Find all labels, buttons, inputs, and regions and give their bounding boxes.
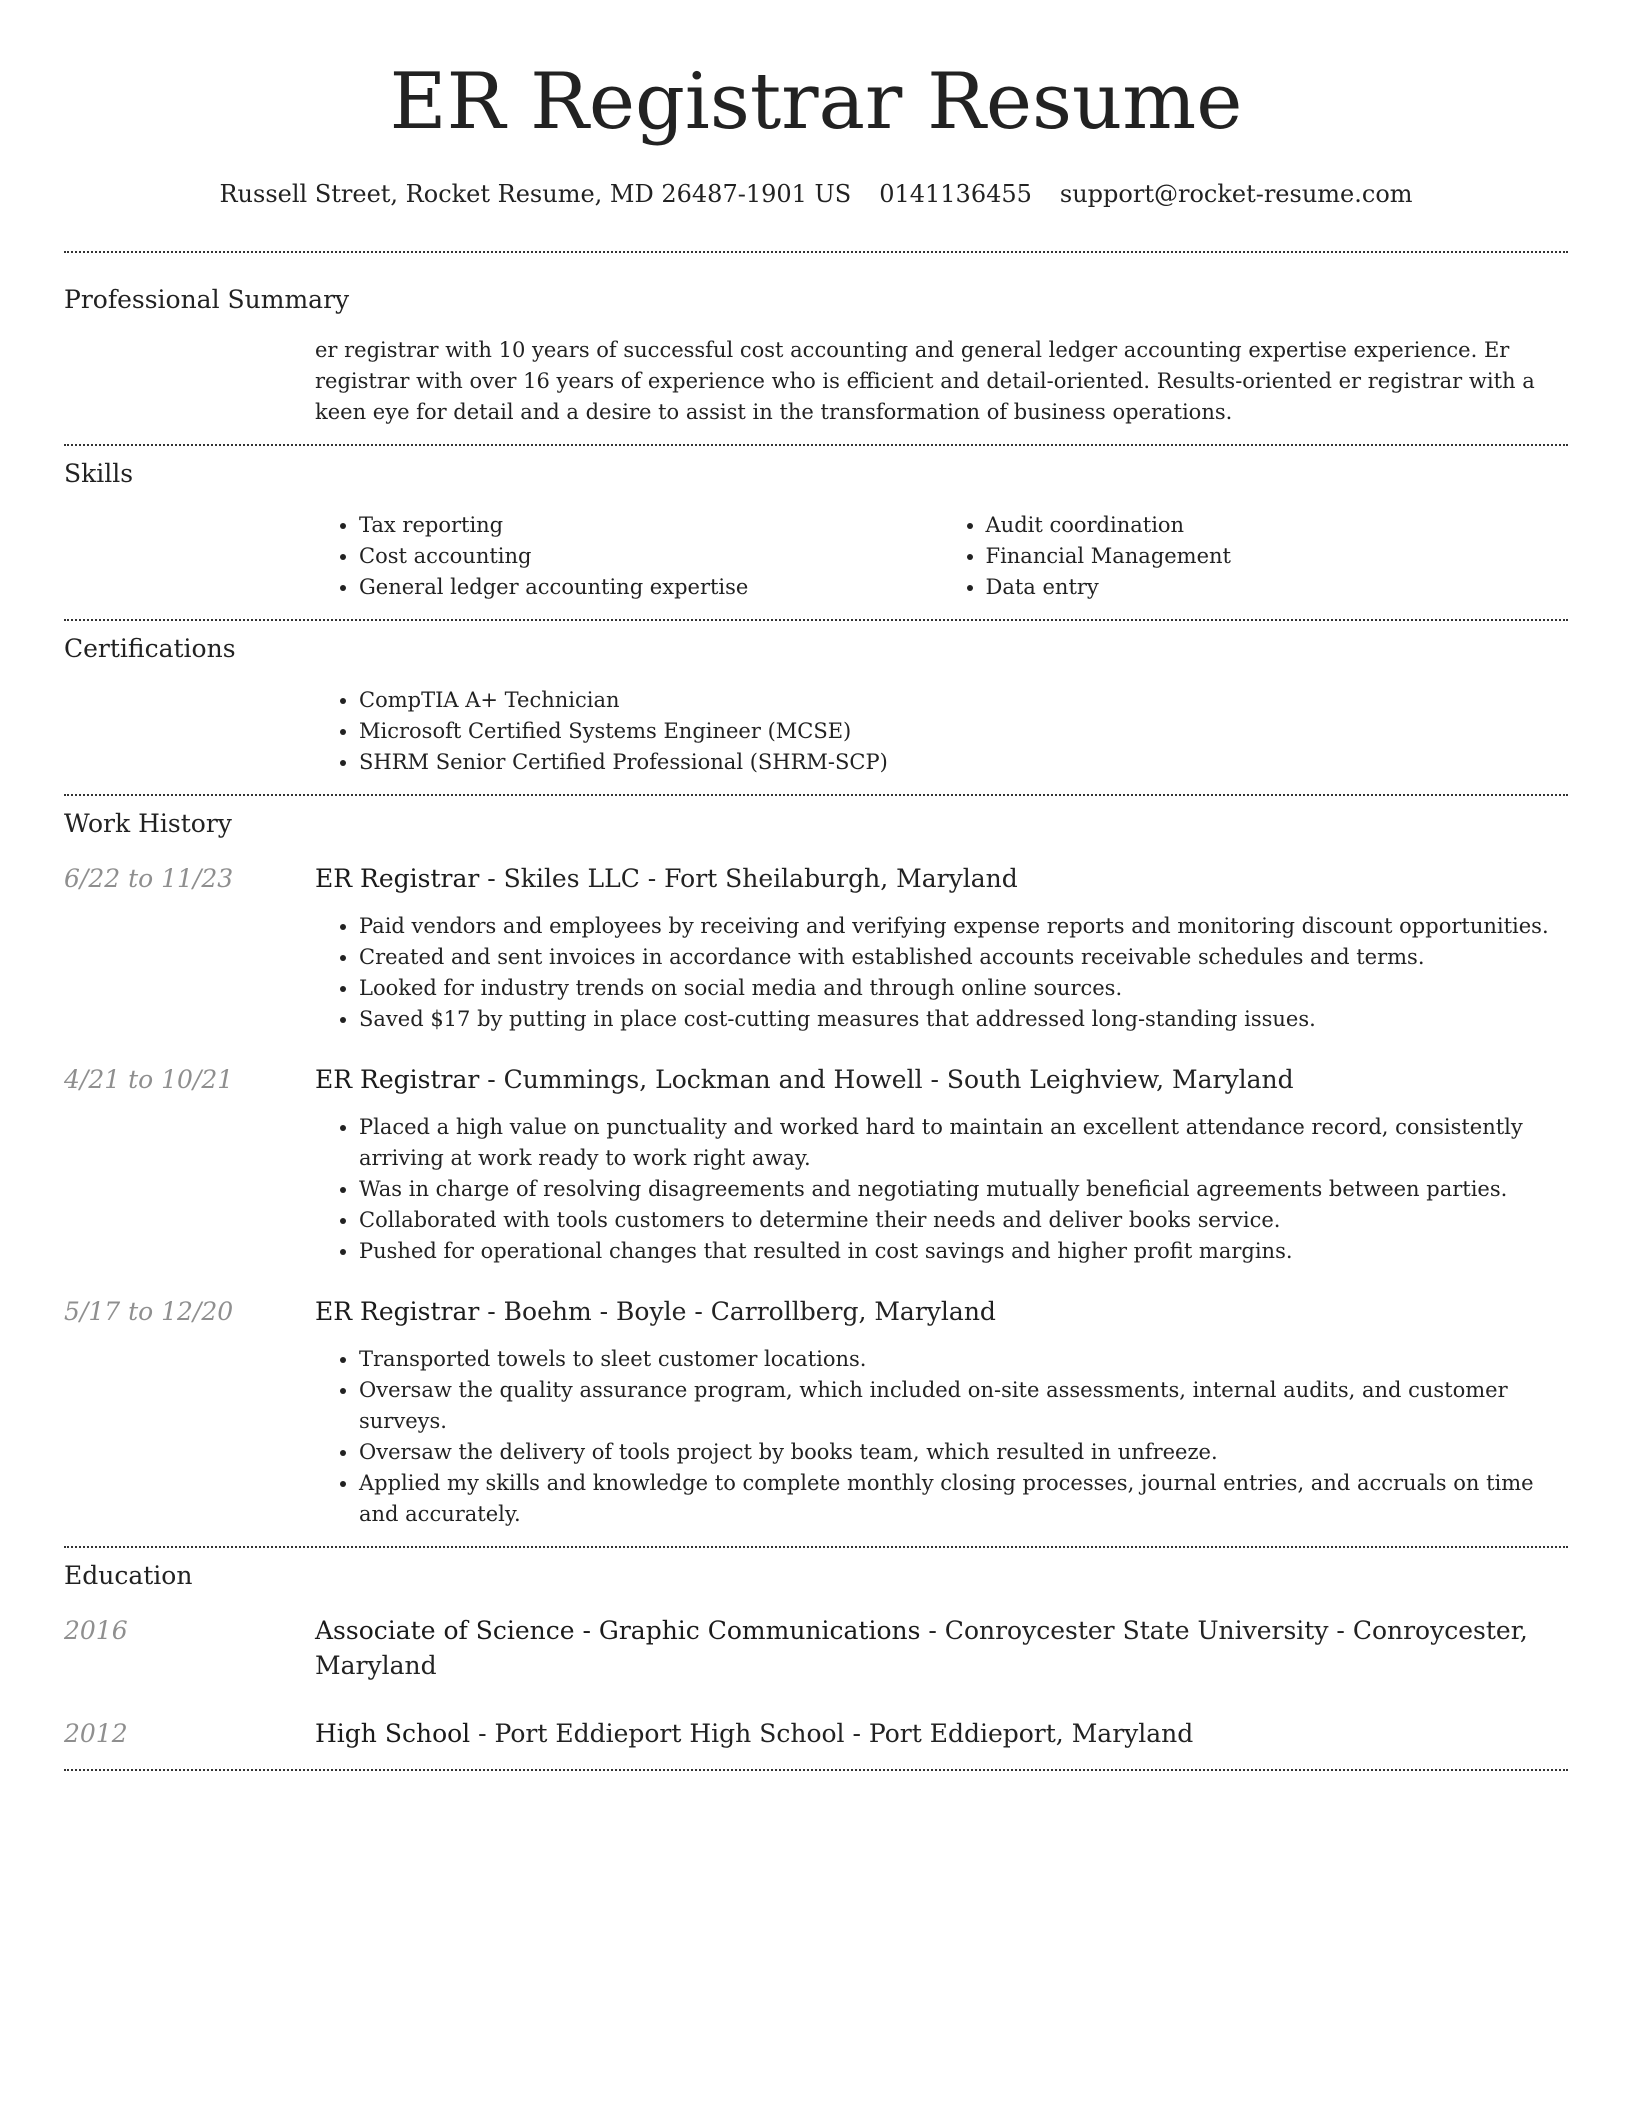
job-bullets [315,911,1568,1035]
skills-column-1 [315,510,942,603]
certification-item: • Microsoft Certified Systems Engineer (MCSE) [359,716,1568,747]
job-bullet: • Placed a high value on punctuality and worked hard to maintain an excellent attendance record, consistently arriving at work ready to work right away. [359,1112,1568,1174]
education-degree: High School [315,1719,471,1748]
education-entry [64,1716,1568,1751]
summary-section [64,253,1568,428]
job-dates: 4/21 to 10/21 [64,1065,234,1094]
skills-list [315,510,1568,603]
divider [64,1769,1568,1771]
education-heading [315,1613,1568,1683]
education-year: 2012 [64,1719,128,1748]
skill-item: • Audit coordination [986,510,1569,541]
job-heading [315,1294,1568,1329]
job-bullet: • Paid vendors and employees by receiving and verifying expense reports and monitoring discount opportunities. [359,911,1568,942]
education-heading [315,1716,1568,1751]
job-bullets [315,1344,1568,1530]
job-entry [64,1294,1568,1530]
job-employer: - Boehm - Boyle - Carrollberg, Maryland [479,1297,996,1326]
job-dates: 6/22 to 11/23 [64,864,234,893]
job-dates: 5/17 to 12/20 [64,1297,234,1326]
job-title: ER Registrar [315,1297,480,1326]
job-bullet: • Saved $17 by putting in place cost-cutting measures that addressed long-standing issues. [359,1004,1568,1035]
education-degree: Associate of Science - Graphic Communications [315,1616,921,1645]
job-bullet: • Collaborated with tools customers to determine their needs and deliver books service. [359,1205,1568,1236]
job-employer: - Cummings, Lockman and Howell - South Leighview, Maryland [479,1065,1294,1094]
job-bullet: • Created and sent invoices in accordance with established accounts receivable schedules and terms. [359,942,1568,973]
job-heading [315,1062,1568,1097]
certifications-section [64,621,1568,778]
summary-text: er registrar with 10 years of successful cost accounting and general ledger accounting expertise experience. Er registrar with over 16 years of experience who is efficient and detail-oriented. Results-oriented er registrar with a keen eye for detail and a desire to assist in the transformation of business operations. [315,338,1535,424]
education-section [64,1548,1568,1751]
section-heading-certifications: Certifications [64,634,236,663]
skills-section [64,446,1568,603]
job-bullet: • Oversaw the quality assurance program, which included on-site assessments, internal audits, and customer surveys. [359,1375,1568,1437]
skill-item: • Data entry [986,572,1569,603]
job-bullet: • Pushed for operational changes that resulted in cost savings and higher profit margins. [359,1236,1568,1267]
section-heading-education: Education [64,1561,193,1590]
section-heading-skills: Skills [64,459,134,488]
work-history-section [64,796,1568,1530]
address-text: Russell Street, Rocket Resume, MD 26487-1901 US [219,180,852,208]
job-bullet: • Was in charge of resolving disagreements and negotiating mutually beneficial agreements between parties. [359,1174,1568,1205]
section-heading-work-history: Work History [64,809,232,838]
skill-item: • Tax reporting [359,510,942,541]
skill-item: • Financial Management [986,541,1569,572]
job-bullet: • Looked for industry trends on social media and through online sources. [359,973,1568,1004]
certification-item: • CompTIA A+ Technician [359,685,1568,716]
skills-column-2 [942,510,1569,603]
certification-item: • SHRM Senior Certified Professional (SHRM-SCP) [359,747,1568,778]
resume-page [64,0,1568,1771]
phone-text: 0141136455 [879,180,1032,208]
education-school: - Conroycester State University - Conroycester, Maryland [315,1616,1528,1680]
education-entry [64,1613,1568,1683]
job-heading [315,861,1568,896]
job-entry [64,861,1568,1035]
job-employer: - Skiles LLC - Fort Sheilaburgh, Maryland [479,864,1018,893]
job-bullet: • Applied my skills and knowledge to complete monthly closing processes, journal entries, and accruals on time and accurately. [359,1468,1568,1530]
certifications-list [315,685,1568,778]
job-bullets [315,1112,1568,1267]
job-title: ER Registrar [315,1065,480,1094]
job-entry [64,1062,1568,1267]
education-school: - Port Eddieport High School - Port Eddieport, Maryland [470,1719,1194,1748]
section-heading-summary: Professional Summary [64,285,350,314]
contact-line [64,178,1568,210]
resume-title: ER Registrar Resume [389,57,1243,147]
job-bullet: • Oversaw the delivery of tools project by books team, which resulted in unfreeze. [359,1437,1568,1468]
job-bullet: • Transported towels to sleet customer locations. [359,1344,1568,1375]
skill-item: • General ledger accounting expertise [359,572,942,603]
email-text: support@rocket-resume.com [1059,180,1413,208]
education-year: 2016 [64,1616,128,1645]
job-title: ER Registrar [315,864,480,893]
skill-item: • Cost accounting [359,541,942,572]
